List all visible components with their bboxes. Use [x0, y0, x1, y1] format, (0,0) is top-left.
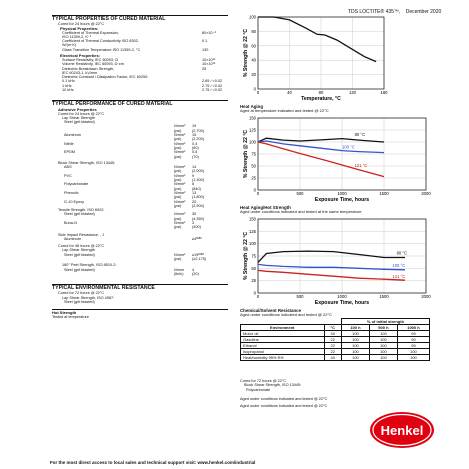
chem-cell: 100 — [369, 343, 397, 349]
series-line — [258, 142, 384, 177]
x-tick-label: 0 — [256, 90, 260, 95]
chem-cell: 40 — [324, 355, 341, 361]
left-column — [52, 15, 228, 320]
lap-shear-48-value: (≥2,175) — [192, 257, 207, 262]
electrical-label: Dielectric Breakdown Strength, — [62, 66, 115, 71]
lap-shear-label: EPDM — [64, 150, 75, 155]
physical-properties-title: Physical Properties: — [60, 25, 99, 31]
electrical-label: Surface Resistivity, IEC 60093, Ω — [62, 57, 118, 62]
block-shear-unit: N/mm² — [174, 182, 186, 187]
chem-cell: 100 — [341, 343, 369, 349]
chem-cell: 95 — [397, 331, 429, 337]
chem-header-cell: 1000 h — [397, 325, 429, 331]
peel-label: Steel (grit blasted) — [64, 267, 95, 272]
y-tick-label: 25 — [251, 278, 256, 284]
peel-value: (20) — [192, 271, 199, 276]
physical-label: W/(m·K) — [62, 43, 77, 48]
chem-header-cell: 100 h — [341, 325, 369, 331]
lap-shear-value: 19 — [192, 124, 197, 129]
peel-unit: (lb/in) — [174, 271, 184, 276]
chem-cell: 95 — [397, 343, 429, 349]
cure-condition: Cured for 24 hours @ 22°C — [58, 22, 105, 27]
block-shear-unit: (psi) — [174, 186, 182, 191]
lap-shear-unit: (psi) — [174, 154, 182, 159]
physical-label: Coefficient of Thermal Conductivity ISO 8302, — [62, 39, 139, 44]
chem-cell: 100 — [369, 349, 397, 355]
chart-hot-strength-aging — [236, 217, 436, 307]
block-shear-label: Phenolic — [64, 190, 79, 195]
side-impact-list — [64, 237, 228, 241]
x-tick-label: 500 — [296, 191, 304, 196]
y-tick-label: 150 — [249, 216, 256, 222]
series-line — [258, 17, 376, 62]
lap-shear-value: 0.5 — [192, 150, 198, 155]
lap-shear-value: (2,200) — [192, 137, 205, 142]
electrical-value: 2.75 / <0.02 — [202, 83, 223, 88]
lap-shear-label: Aluminum — [64, 133, 81, 138]
hot-strength-aging-title: Heat Aging/Hot Strength — [240, 205, 291, 210]
peel-unit: N/mm — [174, 267, 185, 272]
y-tick-label: 0 — [253, 187, 256, 193]
block-shear-unit: (psi) — [174, 195, 182, 200]
block-shear-value: (840) — [192, 186, 201, 191]
peel-value: 4 — [192, 267, 195, 272]
tensile-value: (400) — [192, 225, 201, 230]
chem-cell: 40 — [324, 331, 341, 337]
series-label: 121 °C — [354, 162, 368, 168]
cure-48h: Cured for 48 hours @ 22°C — [58, 244, 105, 249]
x-tick-label: 1000 — [337, 191, 347, 196]
x-tick-label: 0 — [256, 191, 260, 196]
x-axis-label: Temperature, °C — [301, 96, 341, 102]
right-bottom-text — [240, 379, 430, 408]
y-tick-label: 150 — [249, 115, 256, 121]
block-shear-list — [64, 165, 228, 208]
chem-span-header: % of initial strength — [341, 319, 429, 325]
chem-cell: Motor oil — [241, 331, 325, 337]
chem-cell: Ethanol — [241, 343, 325, 349]
electrical-label: Dielectric Constant / Dissipation Factor, IEC 60250: — [62, 75, 149, 80]
block-shear-value: 9 — [192, 173, 195, 178]
block-shear-title: Block Shear Strength, ISO 13445: — [58, 160, 116, 165]
chem-header-cell: °C — [324, 325, 341, 331]
side-impact-row — [64, 237, 228, 241]
y-axis-label: % Strength @ 22 °C — [243, 129, 249, 179]
x-tick-label: 2000 — [421, 294, 431, 299]
lap-shear-steel: Steel (grit blasted) — [64, 120, 95, 125]
electrical-value: 25 — [202, 66, 207, 71]
footer-text: For the most direct access to local sales and technical support visit: www.henkel.com/industrial — [50, 460, 256, 465]
block-shear-value: (1,300) — [192, 178, 205, 183]
block-shear-value: (2,900) — [192, 203, 205, 208]
y-tick-label: 100 — [249, 14, 256, 20]
peel-list — [64, 268, 228, 277]
tensile-unit: (psi) — [174, 225, 182, 230]
doc-label: TDS LOCTITE® 435™, — [348, 9, 401, 15]
series-label: 121 °C — [392, 274, 406, 280]
chem-title: Chemical/Solvent Resistance — [240, 308, 302, 313]
electrical-value: 2.65 / <0.02 — [202, 79, 223, 84]
chem-cell: 22 — [324, 343, 341, 349]
tensile-list — [64, 212, 228, 229]
side-impact-title: Side Impact Resistance, , J — [58, 232, 105, 237]
lap-shear-title: Lap Shear Strength — [62, 115, 95, 120]
tensile-label: Steel (grit blasted) — [64, 212, 95, 217]
rb-line-2: Block Shear Strength, ISO 13445: — [244, 383, 302, 388]
chem-cell: 100 — [369, 355, 397, 361]
series-label: 80 °C — [354, 132, 366, 138]
y-tick-label: 125 — [249, 127, 256, 133]
y-tick-label: 50 — [251, 265, 256, 271]
chem-subtitle: Aged under conditions indicated and tested @ 22°C — [240, 312, 332, 318]
x-tick-label: 0 — [256, 294, 260, 299]
y-tick-label: 0 — [253, 86, 256, 92]
electrical-value: 10×10¹⁵ — [202, 57, 216, 62]
chem-cell: 100 — [369, 331, 397, 337]
lap-shear-48-unit: N/mm² — [174, 252, 186, 257]
block-shear-value: (2,000) — [192, 169, 205, 174]
physical-value: 130 — [202, 47, 209, 52]
chem-cell: 100 — [341, 355, 369, 361]
block-shear-label: PVC — [64, 173, 72, 178]
lap-shear-label: Nitrile — [64, 141, 74, 146]
lap-shear-unit: (psi) — [174, 145, 182, 150]
y-tick-label: 60 — [251, 43, 256, 49]
physical-row — [62, 48, 228, 52]
block-shear-value: 6 — [192, 182, 195, 187]
y-tick-label: 125 — [249, 228, 256, 234]
lap-shear-unit: N/mm² — [174, 150, 186, 155]
chem-cell: Heat/humidity 95% RH — [241, 355, 325, 361]
y-axis-label: % Strength @ 22 °C — [243, 231, 249, 281]
tensile-value: (4,350) — [192, 216, 205, 221]
chem-header-cell: 500 h — [369, 325, 397, 331]
block-shear-unit: (psi) — [174, 203, 182, 208]
series-label: 80 °C — [396, 250, 408, 256]
chem-header-cell: Environment — [241, 325, 325, 331]
adhesive-properties-title: Adhesive Properties — [58, 106, 97, 112]
rb-after-2: Aged under conditions indicated and tested @ 22°C — [240, 404, 328, 409]
lap-shear-value: (60) — [192, 145, 199, 150]
section-environmental-title: TYPICAL ENVIRONMENTAL RESISTANCE — [52, 284, 228, 291]
block-shear-value: 14 — [192, 165, 197, 170]
block-shear-value: 20 — [192, 199, 197, 204]
chem-cell: 100 — [341, 337, 369, 343]
physical-label: ISO 11359-2, K⁻¹ — [62, 34, 92, 39]
henkel-logo-oval — [368, 410, 436, 450]
electrical-properties-list — [62, 58, 228, 92]
tensile-unit: N/mm² — [174, 212, 186, 217]
chem-section — [240, 309, 430, 361]
y-tick-label: 0 — [253, 290, 256, 296]
x-tick-label: 40 — [287, 90, 292, 95]
env-line-1: Cured for 72 hours @ 22°C — [58, 291, 105, 296]
x-tick-label: 1500 — [379, 191, 389, 196]
chem-cell: 100 — [397, 349, 429, 355]
series-label: 100 °C — [392, 262, 406, 268]
lap-shear-value: 15 — [192, 133, 197, 138]
lap-shear-48-title: Lap Shear Strength — [62, 248, 95, 253]
tensile-row — [64, 225, 228, 229]
lap-shear-unit: N/mm² — [174, 133, 186, 138]
chart-hot-strength — [236, 15, 386, 103]
series-line — [258, 251, 405, 262]
lap-shear-unit: (psi) — [174, 137, 182, 142]
y-tick-label: 100 — [249, 139, 256, 145]
block-shear-value: (1,800) — [192, 195, 205, 200]
hot-strength-line: Tested at temperature — [52, 315, 89, 320]
peel-row — [64, 272, 228, 276]
heat-aging-subtitle: Aged at temperature indicated and tested @ 22°C — [240, 108, 329, 114]
block-shear-unit: N/mm² — [174, 165, 186, 170]
block-shear-unit: (psi) — [174, 178, 182, 183]
chem-table — [240, 318, 430, 361]
section-cured-performance-title: TYPICAL PERFORMANCE OF CURED MATERIAL — [52, 100, 228, 107]
hot-strength-aging-header — [240, 206, 440, 214]
tensile-label: Buna-N — [64, 220, 77, 225]
chem-row — [241, 355, 430, 361]
tensile-unit: N/mm² — [174, 220, 186, 225]
heat-aging-title: Heat Aging — [240, 104, 264, 109]
x-tick-label: 1500 — [379, 294, 389, 299]
series-label: 100 °C — [342, 144, 355, 150]
rb-after-1: Aged under conditions indicated and tested @ 22°C — [240, 396, 328, 401]
side-impact-label: Aluminum — [64, 236, 81, 241]
lap-shear-unit: N/mm² — [174, 141, 186, 146]
physical-value: 80×10⁻⁶ — [202, 30, 217, 35]
x-tick-label: 80 — [318, 90, 324, 95]
chart-heat-aging — [236, 116, 436, 204]
doc-date: December 2020 — [405, 9, 442, 15]
electrical-row — [62, 88, 228, 92]
chem-cell: 22 — [324, 337, 341, 343]
henkel-logo-text: Henkel — [380, 423, 424, 438]
x-tick-label: 500 — [296, 294, 304, 299]
tensile-value: 3 — [192, 220, 195, 225]
block-shear-value: 13 — [192, 190, 197, 195]
x-axis-label: Exposure Time, hours — [314, 300, 370, 306]
chem-cell: Gasoline — [241, 337, 325, 343]
cure-24h: Cured for 24 hours @ 22°C — [58, 111, 105, 116]
lap-shear-48-label: Steel (grit blasted) — [64, 252, 95, 257]
env-line-3: Steel (grit blasted) — [64, 300, 95, 305]
section-cured-properties-title: TYPICAL PROPERTIES OF CURED MATERIAL — [52, 15, 228, 22]
lap-shear-list — [64, 124, 228, 158]
x-axis-label: Exposure Time, hours — [314, 197, 370, 203]
rb-line-1: Cured for 72 hours @ 22°C — [240, 379, 287, 383]
physical-properties-list — [62, 31, 228, 52]
y-tick-label: 25 — [251, 175, 256, 181]
lap-shear-value: (2,700) — [192, 128, 205, 133]
chem-body — [241, 331, 430, 361]
lap-shear-row — [64, 155, 228, 159]
tensile-unit: (psi) — [174, 216, 182, 221]
tensile-value: 30 — [192, 212, 197, 217]
block-shear-unit: N/mm² — [174, 190, 186, 195]
side-impact-value: ≥4ᴸᴹᴹ — [192, 236, 202, 241]
physical-label: Glass Transition Temperature ISO 11359-2, °C — [62, 47, 141, 52]
rb-line-3: Polycarbonate — [246, 387, 271, 392]
block-shear-unit: (psi) — [174, 169, 182, 174]
electrical-properties-title: Electrical Properties: — [60, 52, 101, 58]
lap-shear-unit: (psi) — [174, 128, 182, 133]
electrical-label: IEC 60243-1, kV/mm — [62, 70, 98, 75]
tensile-title: Tensile Strength, ISO 6922: — [58, 208, 105, 213]
peel-title: 180° Peel Strength, ISO 8510-2: — [62, 263, 117, 268]
lap-shear-value: (70) — [192, 154, 199, 159]
y-tick-label: 80 — [251, 28, 256, 34]
series-line — [258, 264, 405, 269]
electrical-label: 1 kHz — [62, 83, 72, 88]
heat-aging-header — [240, 105, 430, 113]
lap-shear-48-unit: (psi) — [174, 257, 182, 262]
chem-cell: 100 — [369, 337, 397, 343]
y-tick-label: 75 — [251, 253, 256, 259]
block-shear-label: Polycarbonate — [64, 182, 89, 187]
electrical-label: 10 kHz — [62, 88, 74, 93]
env-line-2: Lap Shear Strength, ISO 4587: — [62, 295, 115, 300]
block-shear-row — [64, 204, 228, 208]
y-tick-label: 100 — [249, 241, 256, 247]
electrical-value: 10×10¹⁵ — [202, 62, 216, 67]
chem-cell: 22 — [324, 349, 341, 355]
hot-strength-aging-subtitle: Aged under conditions indicated and tested at the same temperature — [240, 209, 362, 215]
physical-label: Coefficient of Thermal Expansion, — [62, 30, 119, 35]
chem-cell: 100 — [397, 355, 429, 361]
x-tick-label: 2000 — [421, 191, 431, 196]
physical-value: 0.1 — [202, 39, 208, 44]
lap-shear-unit: N/mm² — [174, 124, 186, 129]
block-shear-unit: N/mm² — [174, 173, 186, 178]
block-shear-unit: N/mm² — [174, 199, 186, 204]
lap-shear-48-list — [64, 253, 228, 262]
y-tick-label: 40 — [251, 57, 256, 63]
y-tick-label: 20 — [251, 72, 256, 78]
y-tick-label: 50 — [251, 163, 256, 169]
y-axis-label: % Strength @ 22 °C — [243, 28, 249, 78]
x-tick-label: 160 — [380, 90, 388, 95]
hot-strength-title: Hot Strength — [52, 309, 228, 315]
lap-shear-value: 0.4 — [192, 141, 198, 146]
block-shear-label: ABS — [64, 165, 72, 170]
electrical-label: Volume Resistivity, IEC 60093, Ω·cm — [62, 62, 124, 67]
chem-cell: 100 — [341, 349, 369, 355]
electrical-label: 0.1 kHz — [62, 79, 75, 84]
block-shear-label: G-10 Epoxy — [64, 199, 85, 204]
lap-shear-48-row — [64, 257, 228, 261]
y-tick-label: 75 — [251, 151, 256, 157]
series-line — [258, 270, 405, 280]
chem-cell: 90 — [397, 337, 429, 343]
x-tick-label: 120 — [349, 90, 356, 95]
lap-shear-48-value: ≥19ᴸᴹᴹ — [192, 252, 204, 257]
henkel-logo — [368, 410, 436, 450]
x-tick-label: 1000 — [337, 294, 347, 299]
series-line — [258, 138, 384, 142]
electrical-value: 2.75 / <0.02 — [202, 88, 223, 93]
chem-cell: Isopropanol — [241, 349, 325, 355]
chem-cell: 100 — [341, 331, 369, 337]
